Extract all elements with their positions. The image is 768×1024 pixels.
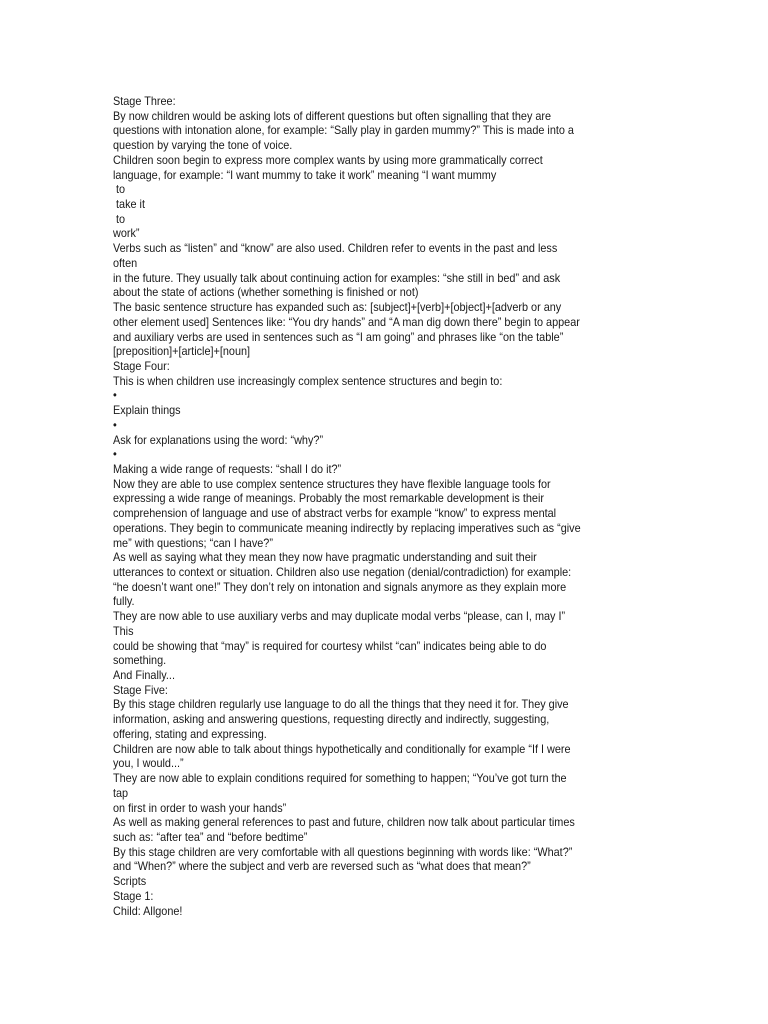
text-line: fully. <box>113 594 135 609</box>
text-line: to <box>113 182 126 197</box>
text-line: The basic sentence structure has expanded such as: [subject]+[verb]+[object]+[adverb or any <box>113 300 562 315</box>
text-line: And Finally... <box>113 668 175 683</box>
text-line: By this stage children are very comfortable with all questions beginning with words like: “What?” <box>113 844 573 859</box>
text-line: Ask for explanations using the word: “why?” <box>113 432 324 447</box>
text-line: [preposition]+[article]+[noun] <box>113 344 251 359</box>
text-line: in the future. They usually talk about continuing action for examples: “she still in bed” and ask <box>113 270 561 285</box>
text-line: offering, stating and expressing. <box>113 726 267 741</box>
text-line: Stage Four: <box>113 358 170 373</box>
text-line: to <box>113 211 126 226</box>
text-line: questions with intonation alone, for example: “Sally play in garden mummy?” This is made into a <box>113 123 574 138</box>
text-line: Scripts <box>113 874 147 889</box>
text-line: you, I would...” <box>113 756 184 771</box>
text-line: Child: Allgone! <box>113 903 183 918</box>
text-line: Stage Three: <box>113 94 176 108</box>
text-line: Stage Five: <box>113 682 168 697</box>
text-line: They are now able to explain conditions required for something to happen; “You’ve got turn the <box>113 771 567 786</box>
text-line: take it <box>113 197 146 212</box>
text-line: question by varying the tone of voice. <box>113 138 293 153</box>
text-line: and “When?” where the subject and verb are reversed such as “what does that mean?” <box>113 859 531 874</box>
text-line: information, asking and answering questions, requesting directly and indirectly, suggesting, <box>113 712 550 727</box>
text-line: operations. They begin to communicate meaning indirectly by replacing imperatives such as “give <box>113 520 581 535</box>
text-line: They are now able to use auxiliary verbs and may duplicate modal verbs “please, can I, may I” <box>113 609 566 624</box>
text-line: tap <box>113 785 129 800</box>
text-line: “he doesn’t want one!” They don’t rely on intonation and signals anymore as they explain more <box>113 579 567 594</box>
text-line: Children are now able to talk about things hypothetically and conditionally for example “If I were <box>113 741 571 756</box>
text-line: such as: “after tea” and “before bedtime” <box>113 829 308 844</box>
text-line: work” <box>113 226 140 241</box>
text-line: utterances to context or situation. Children also use negation (denial/contradiction) for example: <box>113 565 572 579</box>
text-line: Children soon begin to express more complex wants by using more grammatically correct <box>113 152 543 167</box>
text-line: By this stage children regularly use language to do all the things that they need it for. They give <box>113 697 569 712</box>
text-line: expressing a wide range of meanings. Probably the most remarkable development is their <box>113 491 545 506</box>
text-line: Making a wide range of requests: “shall I do it?” <box>113 461 342 476</box>
document-page <box>113 94 606 918</box>
text-line: about the state of actions (whether something is finished or not) <box>113 285 419 300</box>
text-line: comprehension of language and use of abstract verbs for example “know” to express mental <box>113 506 557 521</box>
text-line: This <box>113 623 134 638</box>
text-line: • <box>113 417 117 432</box>
text-line: something. <box>113 653 167 668</box>
text-line: As well as making general references to past and future, children now talk about particular times <box>113 815 575 830</box>
text-line: This is when children use increasingly complex sentence structures and begin to: <box>113 373 503 388</box>
text-line: other element used] Sentences like: “You dry hands” and “A man dig down there” begin to appear <box>113 314 580 329</box>
text-line: could be showing that “may” is required for courtesy whilst “can” indicates being able to do <box>113 638 547 653</box>
text-line: me” with questions; “can I have?” <box>113 535 273 550</box>
text-line: often <box>113 255 138 270</box>
text-line: and auxiliary verbs are used in sentences such as “I am going” and phrases like “on the table” <box>113 329 564 344</box>
text-line: language, for example: “I want mummy to take it work” meaning “I want mummy <box>113 167 497 182</box>
text-line: Verbs such as “listen” and “know” are also used. Children refer to events in the past and less <box>113 241 558 256</box>
text-line: Explain things <box>113 403 181 418</box>
text-line: Now they are able to use complex sentence structures they have flexible language tools for <box>113 476 551 491</box>
text-line: on first in order to wash your hands” <box>113 800 287 815</box>
text-line: • <box>113 447 117 462</box>
text-line: By now children would be asking lots of different questions but often signalling that they are <box>113 108 552 123</box>
text-line: • <box>113 388 117 403</box>
text-line: As well as saying what they mean they now have pragmatic understanding and suit their <box>113 550 537 565</box>
text-line: Stage 1: <box>113 888 154 903</box>
